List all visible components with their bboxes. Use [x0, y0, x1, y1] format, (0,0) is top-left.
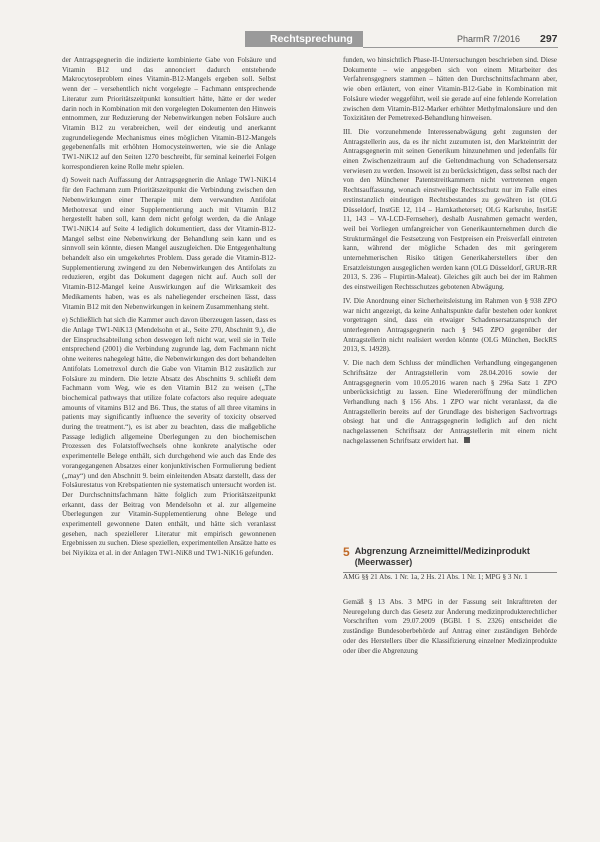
section-norms: AMG §§ 21 Abs. 1 Nr. 1a, 2 Hs. 21 Abs. 1 Nr. 1; MPG § 3 Nr. 1 — [343, 573, 528, 581]
right-paragraph-4-text: V. Die nach dem Schluss der mündlichen Verhandlung eingegangenen Schriftsätze der Antragstellerin vom 28.04.2016 sowie der Antragsgegnerin vom 10.05.2016 waren nach § 296a Satz 1 ZPO unberücksichtigt zu lassen. Eine Wiedereröffnung der mündlichen Verhandlung nach § 156 Abs. 1 ZPO war nicht veranlasst, da die Antragstellerin bereits auf der Grundlage des bisherigen Sachvortrags obsiegt hat und die Antragsgegnerin lediglich auf den nicht nachgelassenen Schriftsatz der Antragstellerin mit einem nicht nachgelassenen Schriftsatz erwidert hat. — [343, 359, 557, 445]
end-of-decision-mark — [464, 437, 470, 443]
section-number: 5 — [343, 545, 350, 559]
section-5-paragraph: Gemäß § 13 Abs. 3 MPG in der Fassung seit Inkrafttreten der Neuregelung durch das Gesetz zur Änderung medizinprodukterechtlicher Vorschriften vom 29.07.2009 (BGBl. I S. 2326) entscheidet die zuständige Bundesoberbehörde auf Antrag einer zuständigen Behörde oder des Herstellers über die Klassifizierung einzelner Medizinprodukte oder über die Abgrenzung — [343, 598, 557, 655]
right-paragraph-4 — [343, 359, 557, 446]
right-paragraph-2: III. Die vorzunehmende Interessenabwägung geht zugunsten der Antragstellerin aus, da es ihr nicht zuzumuten ist, den Markteintritt der Antragsgegnerin mit seinen Generikum hinzunehmen und jedenfalls für einen Zwischenzeitraum auf die Geltendmachung von Schadensersatz verwiesen zu werden. Insoweit ist zu berücksichtigen, dass selbst nach der von den Münchener Patentstreitkammern nicht vertretenen engen Rechtsauffassung, wonach einstweilige Rechtsschutz nur im Falle eines erstinstanzlich eindeutigen Rechtsbestandes zu gewähren ist (OLG Düsseldorf, InstGE 12, 114 – Harnkatheterset; OLG Karlsruhe, InstGE 11, 143 – VA-LCD-Fernseher), deshalb Ausnahmen gemacht werden, weil bei Vorliegen umfangreicher von Generikaunternehmen durch die Strukturmängel die Festsetzung von Festpreisen ein Preisverfall eintreten kann, während der mögliche Schaden des mit geringerem unternehmerischen Risiko tätigen Generikaherstellers über den Ersatzleistungen ausgeglichen werden kann (OLG Düsseldorf, GRUR-RR 2013, S. 236 – Flupirtin-Maleat). Gleiches gilt auch bei der im Rahmen des einstweiligen Rechtsschutzes gebotenen Abwägung. — [343, 127, 557, 292]
right-column — [343, 56, 557, 450]
left-paragraph-3: e) Schließlich hat sich die Kammer auch davon überzeugen lassen, dass es die Anlage TW1-NiK13 (Mendelsohn et al., Seite 270, Abschnitt 9.), die der Einspruchsabteilung schon deswegen left nicht war, weil sie in Teile entsprechend (2001) die Verbindung zugrunde lag, dem Fachmann nicht ohne weiteres nahegelegt hätte, die Nebenwirkungen des dort behandelten Antifolats Lometrexol durch die Gabe von Vitamin B12 zusätzlich zur Folsäure zu mindern. Die letzte Absatz des Abschnitts 9. schließt dem Fachmann vom Weg, wie es den Vitamin B12 zu weisen („The biochemical pathways that utilize folate cofactors also require adequate amounts of vitamins B12 and B6. Thus, the status of all three vitamins in patients may significantly influence the severity of toxicity observed during the treatment.“), es ist aber zu beachten, dass die maßgebliche Passage lediglich allgemeine Überlegungen zu den biochemischen Prozessen des Folatstoffwechsels ohne konkrete analytische oder experimentelle Belege enthält, sich durchgehend wie auch das Ende des vorangegangenen Absatzes einer konjunktivischen Formulierung bedient („may“) und den Abschnitt 9. beim einleitenden Absatz darstellt, dass der Folsäurestatus von Krebspatienten nie systematisch untersucht worden ist. Der Durchschnittsfachmann hätte folglich zum Prioritätszeitpunkt erkannt, dass der Beitrag von Mendelsohn et al. zur allgemeine Überlegungen zur Vitamin-Supplementierung ohne Belege und experimentell gewonnene Daten enthält, und hätte sich veranlasst gesehen, nach speziellerer Literatur mit empirisch gewonnenen Ergebnissen zu suchen. Diese speziellen, experimentellen Ansätze hatte es bei Niyikiza et al. in der Anlagen TW1-NiK8 und TW1-NiK16 gefunden. — [62, 316, 276, 558]
section-5-body — [343, 598, 557, 656]
header-page-number: 297 — [540, 33, 558, 45]
section-5-heading — [343, 546, 557, 573]
header-journal: PharmR 7/2016 — [457, 34, 521, 44]
header-rule — [363, 47, 558, 48]
left-column — [62, 56, 276, 563]
right-paragraph-3: IV. Die Anordnung einer Sicherheitsleistung im Rahmen von § 938 ZPO war nicht angezeigt, da keine Anhaltspunkte dafür bestehen oder konkret vorgetragen sind, dass ein etwaiger Schadensersatzanspruch der unterlegenen Antragsgegnerin nach § 945 ZPO gegenüber der Antragstellerin nicht realisiert werden könnte (OLG München, BeckRS 2013, S. 14928). — [343, 296, 557, 354]
section-title: Abgrenzung Arzneimittel/Medizinprodukt (Meerwasser) — [354, 546, 530, 567]
right-paragraph-1: funden, wo hinsichtlich Phase-II-Untersuchungen beschrieben sind. Diese Dokumente – wie angegeben sich von einem Mitarbeiter des Verfahrensgegners stammen – hätten den Durchschnittsfachmann aber, wie oben erläutert, von einer Vitamin-B12-Gabe in Kombination mit Folsäure wieder weggeführt, weil sie gerade auf eine fehlende Korrelation zwischen dem Vitamin-B12-Marker erhöhter Methylmalonsäure und den Toxizitäten der Pemetrexed-Behandlung hinweisen. — [343, 56, 557, 123]
left-paragraph-1: der Antragsgegnerin die indizierte kombinierte Gabe von Folsäure und Vitamin B12 und das annonciert dadurch entstehende Makrocytoseproblem eines Vitamin-B12-Mangels ergeben soll. Selbst wenn der – versehentlich nicht vorgelegte – Fachmann entsprechende Literatur zum Prioritätszeitpunkt konsultiert hätte, hätte er der weder darin noch in Kombination mit den vorgelegten Dokumenten den Hinweis entnommen, zur Reduzierung der Nebenwirkungen neben Folsäure auch Vitamin B12 zu verabreichen, weil der eindeutig und anerkannt zugrundeliegende Mechanismus eines möglichen Vitamin-B12-Mangels gegebenenfalls mit erhöhten Homocysteinwerten, wie sie die Anlage TW1-NiK12 auf den Seiten 1270 beschreibt, für seminal keinerlei Folgen korrespondieren keine Rolle mehr spielen. — [62, 56, 276, 171]
header-section-label: Rechtsprechung — [270, 33, 353, 45]
left-paragraph-2: d) Soweit nach Auffassung der Antragsgegnerin die Anlage TW1-NiK14 für den Fachmann zum Prioritätszeitpunkt die Verbindung zwischen den Nebenwirkungen einer Therapie mit dem verwandten Antifolat Methotrexat und einer Supplementierung auch mit Vitamin B12 hergestellt haben soll, kann dem nicht gefolgt werden, da die Anlage TW1-NiK14 auf Seite 4 lediglich dokumentiert, dass der Vitamin-B12-Mangel selbst eine Nebenwirkung der Behandlung sein kann und es sinnvoll sein könnte, diesen Mangel auszugleichen. Die Entgegenhaltung behandelt also ein umgekehrtes Problem. Dass gerade die Vitamin-B12-Supplementierung zwingend zu den Nebenwirkungen des Antifolats zu reduzieren, ergibt das Dokument dagegen nicht auf. Auch soll der Vitamin-B12-Mangel keine Auswirkungen auf die Wirksamkeit des Medikaments haben, was es als naheliegender erscheinen lässt, dass Vitamin B12 mit den Nebenwirkungen in keinem Zusammenhang steht. — [62, 176, 276, 311]
